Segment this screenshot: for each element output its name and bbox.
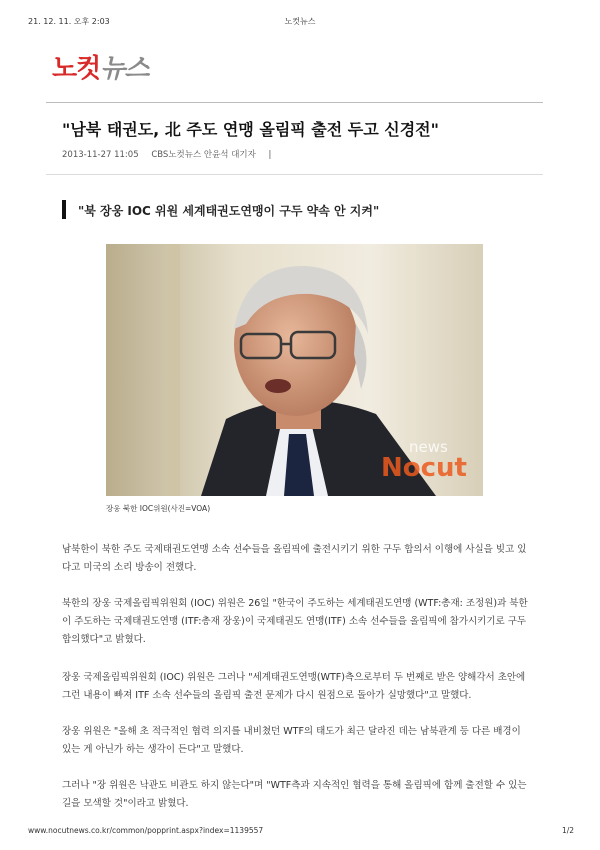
print-datetime: 21. 12. 11. 오후 2:03	[28, 17, 110, 26]
print-page-number: 1/2	[562, 826, 575, 835]
watermark-large: Nocut	[381, 453, 467, 483]
print-url[interactable]: www.nocutnews.co.kr/common/popprint.aspx?index=1139557	[28, 826, 264, 835]
print-header	[0, 10, 600, 24]
byline-separator: |	[268, 150, 272, 160]
header-divider	[46, 102, 543, 103]
subheadline-bar	[62, 200, 66, 219]
photo-caption: 장웅 북한 IOC위원(사진=VOA)	[106, 504, 211, 513]
article-paragraph: 남북한이 북한 주도 국제태권도연맹 소속 선수들을 올림픽에 출전시키기 위한 구두 합의서 이행에 사실을 빚고 있다고 미국의 소리 방송이 전했다.	[62, 544, 527, 573]
photo-watermark	[381, 440, 467, 481]
article-meta	[62, 148, 281, 160]
article-date: 2013-11-27 11:05	[62, 150, 139, 160]
article-paragraph: 그러나 "장 위원은 낙관도 비관도 하지 않는다"며 "WTF측과 지속적인 협력을 통해 올림픽에 함께 출전할 수 있는 길을 모색할 것"이라고 밝혔다.	[62, 780, 527, 809]
article-byline: CBS노컷뉴스 안윤석 대기자	[151, 150, 256, 160]
article-headline: "남북 태권도, 北 주도 연맹 올림픽 출전 두고 신경전"	[62, 120, 439, 139]
watermark-small: news	[409, 438, 448, 456]
logo-part-news: 뉴스	[100, 54, 149, 84]
print-site-title: 노컷뉴스	[284, 17, 316, 26]
article-photo	[106, 244, 483, 496]
article-subheadline: "북 장웅 IOC 위원 세계태권도연맹이 구두 약속 안 지켜"	[78, 204, 380, 218]
nocutnews-logo[interactable]	[52, 48, 148, 85]
logo-part-nocut: 노컷	[52, 54, 101, 84]
article-paragraph: 북한의 장웅 국제올림픽위원회 (IOC) 위원은 26일 "한국이 주도하는 세계태권도연맹 (WTF:총재: 조정원)과 북한이 주도하는 국제태권도연맹 (ITF:총재 장웅)이 국제태권도 연맹(ITF) 소속 선수들을 올림픽에 참가시키기로 구두 합의했다"고 밝혔다.	[62, 598, 528, 645]
meta-divider	[46, 174, 543, 175]
article-paragraph: 장웅 국제올림픽위원회 (IOC) 위원은 그러나 "세계태권도연맹(WTF)측으로부터 두 번째로 받은 양해각서 초안에 그런 내용이 빠져 ITF 소속 선수들의 올림픽 출전 문제가 다시 원점으로 돌아가 실망했다"고 말했다.	[62, 672, 526, 701]
article-paragraph: 장웅 위원은 "올해 초 적극적인 협력 의지를 내비쳤던 WTF의 태도가 최근 달라진 데는 남북관계 등 다른 배경이 있는 게 아닌가 하는 생각이 든다"고 말했다.	[62, 726, 521, 755]
